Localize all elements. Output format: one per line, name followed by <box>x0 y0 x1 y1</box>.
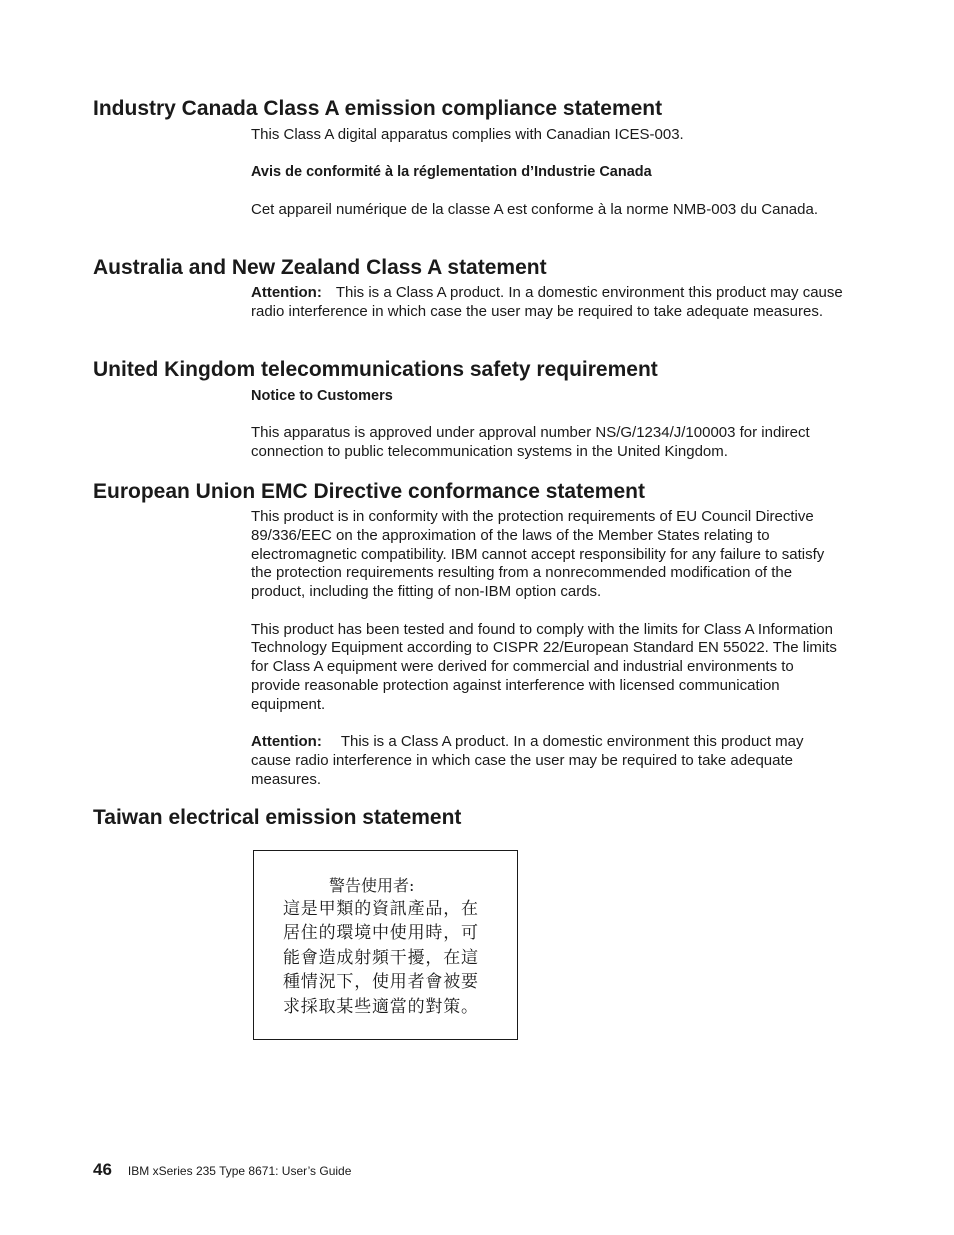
document-title: IBM xSeries 235 Type 8671: User’s Guide <box>127 1164 352 1178</box>
section-body-uk-telecom <box>251 387 843 462</box>
notice-subheading: Notice to Customers <box>251 388 393 404</box>
paragraph: This apparatus is approved under approval number NS/G/1234/J/100003 for indirect connection to public telecommunication systems in the United Kingdom. <box>251 424 810 461</box>
section-heading-taiwan: Taiwan electrical emission statement <box>93 806 462 829</box>
taiwan-warning-text <box>283 897 479 1019</box>
attention-paragraph <box>251 284 843 322</box>
section-heading-eu-emc: European Union EMC Directive conformance statement <box>93 480 645 503</box>
taiwan-line: 這是甲類的資訊產品，在 <box>283 899 479 919</box>
paragraph: This product is in conformity with the protection requirements of EU Council Directive 89/336/EEC on the approximation of the laws of the Member States relating to electromagnetic compatibility. IBM cannot accept responsibility for any failure to satisfy the protection requirements resulting from a nonrecommended modification of the product, including the fitting of non-IBM option cards. <box>251 508 825 601</box>
taiwan-line: 能會造成射頻干擾，在這 <box>283 947 479 968</box>
page-number: 46 <box>93 1160 112 1179</box>
paragraph: This product has been tested and found to comply with the limits for Class A Information Technology Equipment according to CISPR 22/European Standard EN 55022. The limits for Class A equipment were derived for commercial and industrial environments to provide reasonable protection against interference with licensed communication equipment. <box>251 620 837 713</box>
section-heading-uk-telecom: United Kingdom telecommunications safety requirement <box>93 358 658 381</box>
taiwan-line: 求採取某些適當的對策。 <box>283 996 479 1017</box>
page-footer <box>93 1160 351 1180</box>
french-subheading: Avis de conformité à la réglementation d’Industrie Canada <box>251 164 652 181</box>
attention-label: Attention: <box>251 284 322 301</box>
attention-paragraph <box>251 733 843 789</box>
taiwan-line: 種情況下，使用者會被要 <box>283 972 479 993</box>
taiwan-warning-title: 警告使用者: <box>329 876 415 895</box>
section-heading-australia-nz: Australia and New Zealand Class A statement <box>93 256 547 279</box>
section-body-industry-canada <box>251 126 843 220</box>
section-heading-industry-canada: Industry Canada Class A emission compliance statement <box>93 97 663 120</box>
attention-text: This is a Class A product. In a domestic environment this product may cause radio interference in which case the user may be required to take adequate measures. <box>251 284 843 320</box>
paragraph: Cet appareil numérique de la classe A est conforme à la norme NMB-003 du Canada. <box>251 200 818 218</box>
paragraph: This Class A digital apparatus complies with Canadian ICES-003. <box>251 126 684 143</box>
attention-label: Attention: <box>251 733 322 751</box>
section-body-eu-emc <box>251 508 843 790</box>
attention-text: This is a Class A product. In a domestic environment this product may cause radio interference in which case the user may be required to take adequate measures. <box>251 733 804 788</box>
taiwan-statement-box <box>253 850 518 1040</box>
section-body-australia-nz <box>251 284 843 322</box>
taiwan-line: 居住的環境中使用時，可 <box>283 923 479 944</box>
